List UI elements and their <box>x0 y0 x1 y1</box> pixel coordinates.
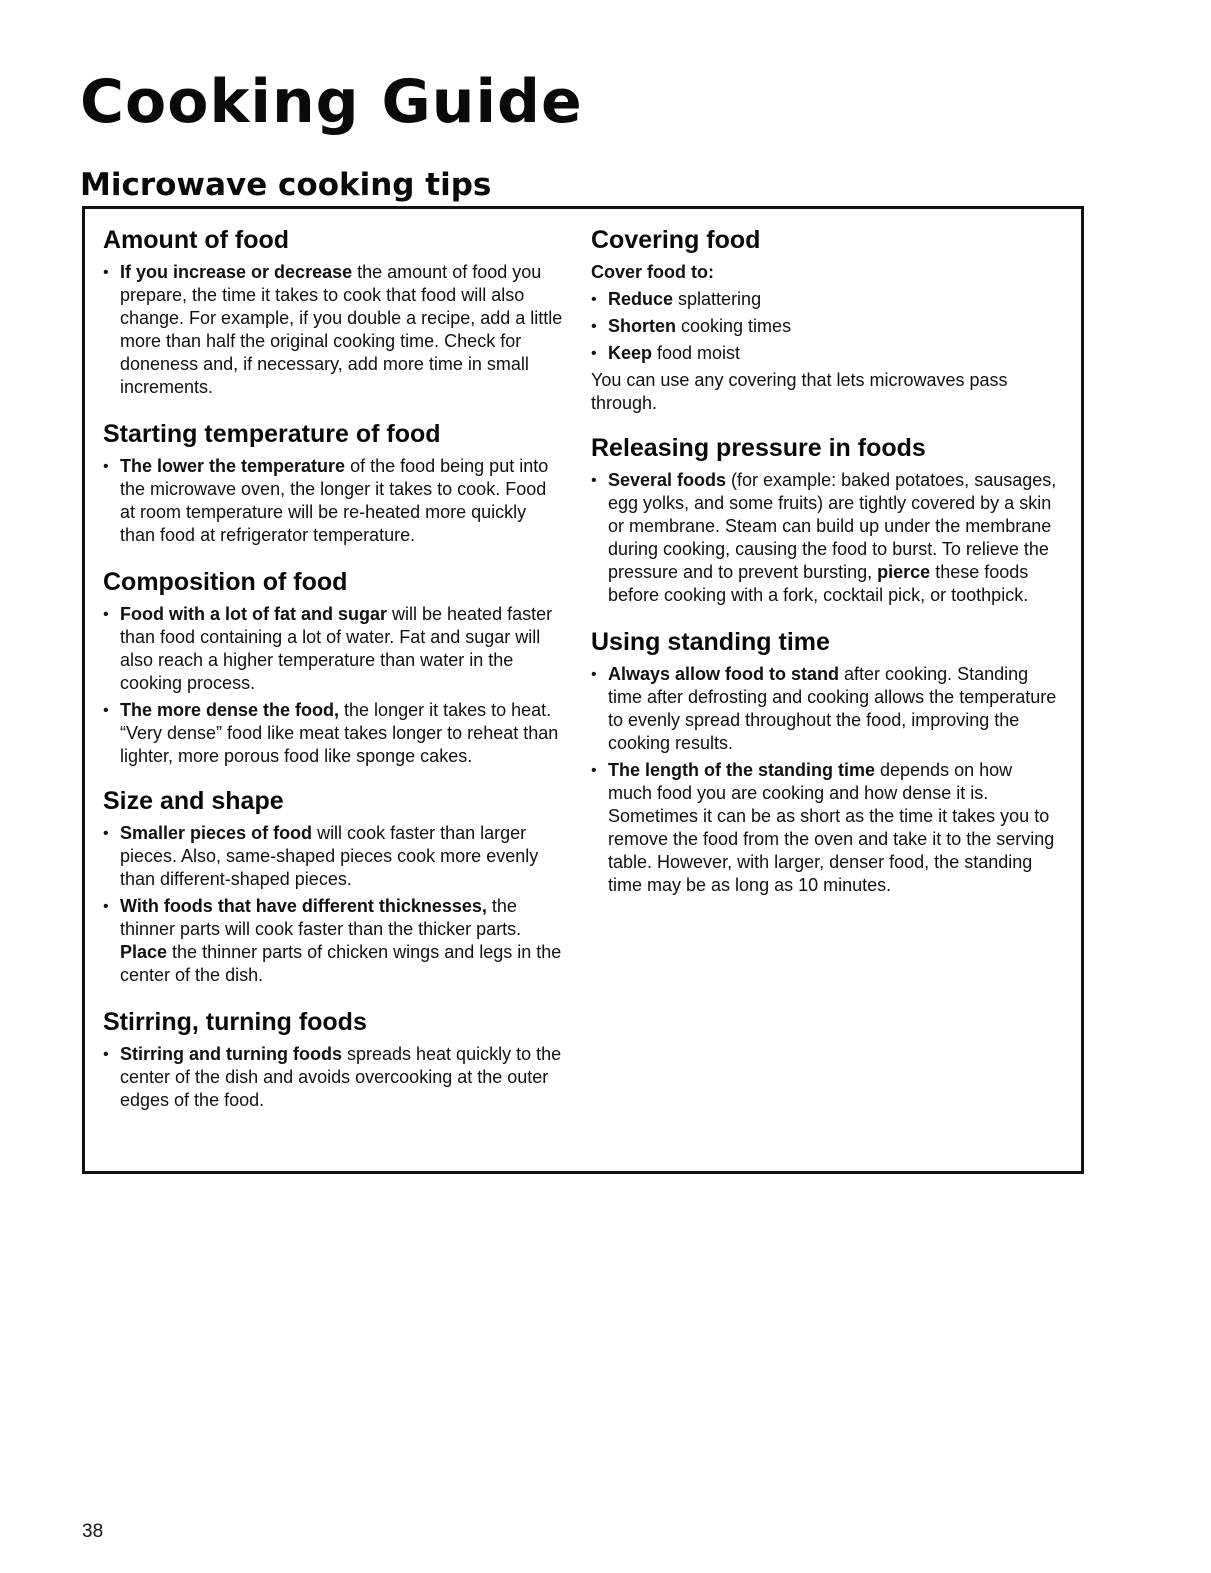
bullet-list <box>103 822 563 987</box>
section-title: Microwave cooking tips <box>80 167 492 203</box>
bullet-text: will be heated faster than food containing a lot of water. Fat and sugar will also reach a higher temperature than water in the cooking process. <box>120 604 553 693</box>
tip-composition <box>103 567 563 768</box>
bullet-bold: Always allow food to stand <box>608 664 840 684</box>
tip-standing-time <box>591 627 1061 897</box>
bullet-bold: The length of the standing time <box>608 760 875 780</box>
bullet-item <box>591 342 1061 365</box>
bullet-bold: pierce <box>877 562 931 582</box>
tip-heading: Stirring, turning foods <box>103 1008 367 1036</box>
tip-amount-of-food <box>103 225 563 399</box>
tip-heading: Amount of food <box>103 226 290 254</box>
tip-heading: Size and shape <box>103 787 284 815</box>
bullet-text: food moist <box>652 343 741 363</box>
bullet-item <box>591 663 1061 755</box>
bullet-bold: Several foods <box>608 470 727 490</box>
bullet-bold: With foods that have different thicknesses, <box>120 896 487 916</box>
bullet-text: (for example: baked potatoes, sausages, egg yolks, and some fruits) are tightly covered by a skin or membrane. Steam can build up under the membrane during cooking, causing the food to burst. To relieve the pressure and to prevent bursting, <box>608 470 1057 582</box>
bullet-item <box>591 288 1061 311</box>
right-column <box>591 225 1061 901</box>
bullet-list <box>103 455 563 547</box>
tip-releasing-pressure <box>591 433 1061 607</box>
bullet-bold: Shorten <box>608 316 677 336</box>
bullet-text: these foods before cooking with a fork, cocktail pick, or toothpick. <box>608 562 1029 605</box>
tip-heading: Using standing time <box>591 628 830 656</box>
bullet-bold: Reduce <box>608 289 674 309</box>
bullet-bold: Keep <box>608 343 653 363</box>
bullet-item <box>103 699 563 768</box>
bullet-list <box>591 469 1061 607</box>
bullet-text: depends on how much food you are cooking and how dense it is. Sometimes it can be as short as the time it takes you to remove the food from the oven and take it to the serving table. However, with larger, denser food, the standing time may be as long as 10 minutes. <box>608 760 1055 895</box>
page-number: 38 <box>82 1521 104 1542</box>
page-title: Cooking Guide <box>80 67 583 137</box>
tips-box <box>82 206 1084 1174</box>
bullet-item <box>103 1043 563 1112</box>
bullet-bold: Food with a lot of fat and sugar <box>120 604 387 624</box>
bullet-text: spreads heat quickly to the center of the dish and avoids overcooking at the outer edges of the food. <box>120 1044 562 1110</box>
bullet-item <box>591 759 1061 897</box>
bullet-text: the thinner parts will cook faster than the thicker parts. <box>120 896 522 939</box>
bullet-bold: Stirring and turning foods <box>120 1044 342 1064</box>
tip-heading: Composition of food <box>103 568 348 596</box>
tip-note: You can use any covering that lets microwaves pass through. <box>591 370 1008 413</box>
tip-heading: Covering food <box>591 226 761 254</box>
tip-lead: Cover food to: <box>591 262 714 282</box>
bullet-bold: The lower the temperature <box>120 456 346 476</box>
tip-size-and-shape <box>103 786 563 987</box>
tip-stirring-turning <box>103 1007 563 1112</box>
bullet-list <box>591 663 1061 897</box>
bullet-item <box>591 469 1061 607</box>
bullet-text: will cook faster than larger pieces. Also, same-shaped pieces cook more evenly than different-shaped pieces. <box>120 823 539 889</box>
bullet-item <box>103 455 563 547</box>
bullet-item <box>103 603 563 695</box>
bullet-item <box>103 895 563 987</box>
bullet-bold: Smaller pieces of food <box>120 823 313 843</box>
bullet-text: the longer it takes to heat. “Very dense” food like meat takes longer to reheat than lighter, more porous food like sponge cakes. <box>120 700 559 766</box>
bullet-item <box>103 822 563 891</box>
bullet-list <box>103 603 563 768</box>
tip-covering-food <box>591 225 1061 415</box>
bullet-text: of the food being put into the microwave oven, the longer it takes to cook. Food at room temperature will be re-heated more quickly than food at refrigerator temperature. <box>120 456 549 545</box>
bullet-list <box>103 1043 563 1112</box>
bullet-text: cooking times <box>676 316 792 336</box>
bullet-bold: The more dense the food, <box>120 700 340 720</box>
bullet-bold: If you increase or decrease <box>120 262 353 282</box>
tip-heading: Starting temperature of food <box>103 420 441 448</box>
bullet-bold: Place <box>120 942 168 962</box>
bullet-list <box>591 288 1061 365</box>
left-column <box>103 225 563 1116</box>
bullet-list <box>103 261 563 399</box>
tip-starting-temperature <box>103 419 563 547</box>
bullet-item <box>103 261 563 399</box>
bullet-text: the amount of food you prepare, the time it takes to cook that food will also change. For example, if you double a recipe, add a little more than half the original cooking time. Check for doneness and, if necessary, add more time in small increments. <box>120 262 563 397</box>
tip-heading: Releasing pressure in foods <box>591 434 926 462</box>
bullet-item <box>591 315 1061 338</box>
bullet-text: the thinner parts of chicken wings and legs in the center of the dish. <box>120 942 562 985</box>
bullet-text: splattering <box>673 289 762 309</box>
bullet-text: after cooking. Standing time after defrosting and cooking allows the temperature to evenly spread throughout the food, improving the cooking results. <box>608 664 1057 753</box>
